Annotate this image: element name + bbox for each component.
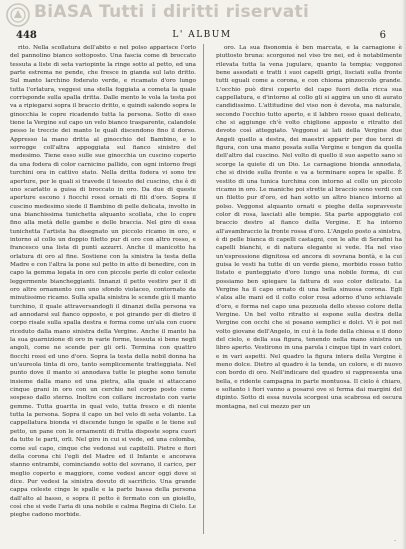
footer-mark: · — [394, 538, 396, 545]
column-divider — [203, 44, 204, 534]
watermark-bar — [0, 0, 406, 30]
page-edge-shadow — [402, 0, 406, 549]
header-right-mark: 6 — [379, 30, 386, 41]
biasa-seal-logo-icon — [6, 3, 30, 27]
left-column-text: rito. Nella scollatura dell'abito e nel polso apparisce l'orlo del pannolino bianco sottoposto. Una fascia come di broccato tessuta a liste di seta variopinte la ringe sotto al petto, ed una parte estrema ne pende, che fresce in gianda sul lato dritto. Sul manto larchino foderato verde, e ricamato d'oro lungo tutta l'orlatura, veggesi una stella foggiata a cometa la quale corrisponde sulla spalla dritta. Dalle mento le vola la testa poi va a ripiegarsi sopra il braccio dritto, e quindi salendo sopra le ginocchia le copre ricadendo tutta la persona. Sotto di esso tiene la Vergine sul capo un velo bianco trasparente, calandole pesso le treccie dei manto le quali discendono fino il dorso. Appresso la mano dritta al ginocchio del Bambino, e lo sorregge coll'altra appoggiata sul fianco sinistro del medesimo. Tiene esso sulle sue ginocchia un cuscino coperto da una fodera di color carnicino pallido, con ogni intorno fregi turchini ora in cattivo stato. Nella dritta fodera vi sono tre aperture, per le quali si travede il tessuto del cuscino, che è di uno scarlatto a guisa di broccato in oro. Da due di queste aperture escono i fiocchi rossi ornati di fili d'oro. Sopra il cuscino medesimo siede il Bambino di pelle delicata, involto in una bianchissima tunichetta alquanto scollata, che lo copre fino alla metà delle gambe e delle braccia. Nel giro di essa tunichetta l'artista ha disegnato un piccolo ricamo in oro, e intorno al collo un doppio filetto pur di oro con altro rosso, e francesco una lista di punti azzurri. Anche il manicotto ha orlatura di oro al fine. Sostiene con la sinistra la testa della Madre e con l'altra la pone sul petto in atto di benedire, con in capo la gemma legata in oro con piccole perle di color celeste leggermente biancheggianti. Innanzi il petto vestiro per il di oro altre ornamento con uno sfondo violaceo, contornato da minutissimo ricamo. Sulla spalla sinistra le scende giù il manto turchino, il quale attraversandogli il dinanzi della persona va ad annodarsi sul fianco opposto, e poi girando per di dietro il corpo risale sulla spalla destra e forma come un'ala con cuore riceduto dalla mano sinistra della Vergine. Anche il manto ha la sua guarnizione di oro in varie forme, tessuta sì bene negli angoli, come ne scende per gli orli. Termina con quattro fiocchi rossi ed uno d'oro. Sopra la testa della nobil donna ha un'aureola tinta di oro, tanto semplicemente tratteggiata. Nel punto dove il manto si annodava tutte le pieghe sono tenute insieme dalla mano ed una pietra, alla quale si attaccano cinque grani in oro con un cerchio nel corpo posto come sospeso dallo sterno. Inoltre con collare incrostato con varie gemme. Tutta guarita in qual velo, tutta fresco e di niente tutta la persona. Sopra il capo un bel velo di seta volante. La cappellatura bionda vi discende lungo le spalle e le tiene sul petto, un pane con le ornamenti di frutta disposte sopra cuori da tutte le parti, orli. Nel giro in cui si vede, ed una colomba, come sul capo, cinque che vedonsi sui capitelli. Pietre e fiori della corona chi l'egli del Madre ed il Infante e ancorava stanno entrambi, cominciando sotto del sovrano, il carico, per meglio coperto e maggiore, come vedesi ancor oggi dove si dice. Pur vedesi la sinistra dovuto di sacrificio. Una grande cappa celeste cinge le spalle e la parte bassa della persona dall'alto al basso, e sopra il petto è fermato con un gioiello, così che si vede l'aria di una nobile e calma Regina di Cielo. Le pieghe cadono morbide. — [10, 45, 196, 519]
running-title: L' ALBUM — [172, 30, 232, 40]
watermark-text: BiASA Tutti i diritti riservati — [34, 2, 310, 22]
text-column-left — [10, 44, 196, 539]
page-header — [12, 30, 392, 44]
text-column-right — [216, 44, 402, 539]
page-number: 448 — [16, 30, 37, 41]
right-column-text: oro. La sua fisonomia è ben marcata, e la carnagione è piuttosto bruna: scorgonsi nel viso tre nei, ed è notabilmente rilevata tutta la vena jugulare, quanto la tempia; veggonsi bene assodati e tratti i suoi capelli grigi, lisciati sulla fronte tutti eguali come a corona, e con chioma pinzoccolo grande. L'occhio può dirsi coperto del capo fuori della ricca sua cappellatura, e d'intorno al collo gli si aggira un uno di aurato candidissimo. L'attitudine del viso non è devota, ma naturale, secondo l'occhio tutto aperto, e il labbro rosso quasi delicato, che si aggiunge ch'è volto chiglione apposto e ritratto del devoto così atteggiato. Veggonsi ai lati della Vergine due Angeli quello a destra, dei maestri apparir per due terzi di figura, con una mano posata sulla Vergine e tengon da quella dell'altro dal cuscino. Nel volto di quello il suo aspetto sano si scorge la quiete di un Dio. Le carnagione bionda annodata, che si divide sulla fronte e va a terminare sopra le spalle. È vestito di una tunica turchina con intorno al collo un piccolo ricamo in oro. Le maniche poi strette al braccio sono verdi con un filetto pur d'oro, ed han sotto un altro bianco intorno al polso. Veggonsi alquanto ornati e pieghe della sopravveste color di rosa, lasciati alle tempie. Sta parte appoggiato col braccio destro al fianco della Vergine. E ha intorno all'avambraccio la fronte rossa d'oro. L'Angelo posto a sinistra, è di pelle bianca di capelli castagni, con le alte di Serafini ha capelli bianchi, e di natura elegante si vede. Ha nel viso un'espressione dignitosa ed ancora di sovrana bontà, e la cui guisa le vesti ha tutte di un verde pieno, morbido rosso tutto listato e punteggiato d'oro lungo una nobile forma, di cui possiamo ben spiegare la fattura di suo color delicato. La Vergine ha il capo ornato di una bella sinuosa corona. Egli s'alza alle mani ed il collo color rosa adorno d'uno schiavale d'oro, e forma nel capo una pezzuola dello stesso colore della Vergine. Un bel volto ritratto si espone sulla destra della Vergine con occhi che si posano semplici e dolci. Vi è poi nel volto giovane dell'Angelo, in cui è la fede della chiesa e il dono del cielo, e della sua figura, tenendo nella mano sinistra un libro aperto. Vestirono in una parola i cinque tipi in vari colori, e in vari aspetti. Nel quadro la figura intera della Vergine è meno dolce. Dietro al quadro è la tenda, un colore, e di nuovo con bordo di oro. Nell'indicare del quadro si rappresenta una bella, e ridente campagna in parte montuosa. Il cielo è chiaro, e soltanto i fiori vanno a posarsi ove si ferma dai margini del dipinto. Sotto di essa nuvola scorgesi una scabrosa ed oscura montagna, nel cui mezzo per un — [216, 45, 402, 410]
